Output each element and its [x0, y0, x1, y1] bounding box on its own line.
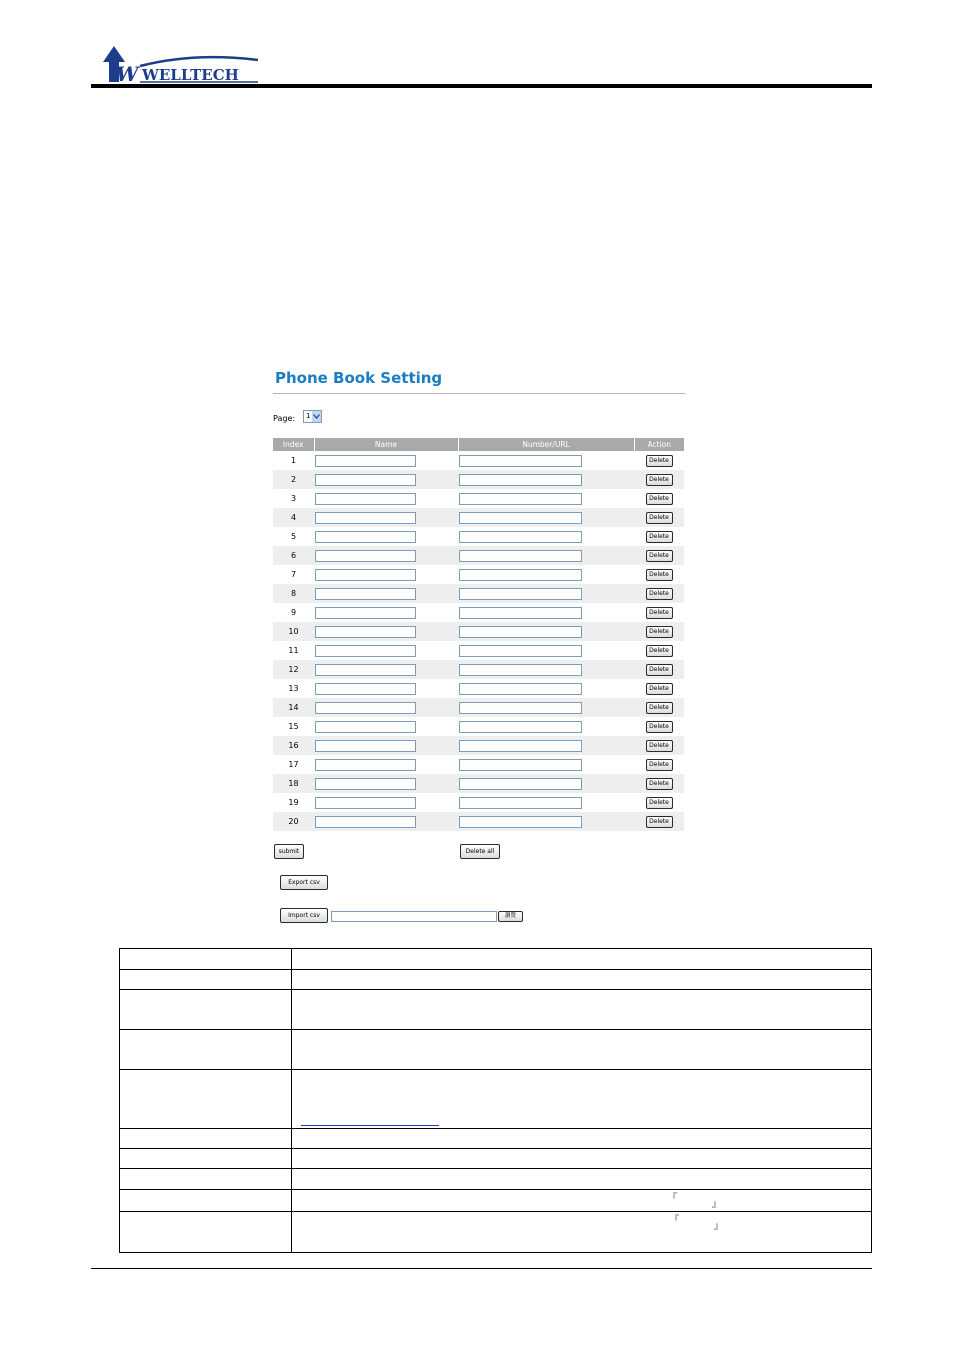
number-url-input[interactable] — [459, 759, 582, 771]
name-input[interactable] — [315, 493, 416, 505]
delete-row-button[interactable]: Delete — [646, 816, 673, 828]
close-bracket: 』 — [712, 1200, 722, 1210]
row-index: 12 — [273, 660, 314, 679]
row-action-cell — [634, 489, 684, 508]
row-name-cell — [314, 679, 458, 698]
number-url-input[interactable] — [459, 702, 582, 714]
table-row — [273, 527, 684, 546]
row-name-cell — [314, 622, 458, 641]
row-action-cell — [634, 584, 684, 603]
number-url-input[interactable] — [459, 740, 582, 752]
row-index: 11 — [288, 646, 299, 655]
name-input[interactable] — [315, 740, 416, 752]
row-action-cell — [634, 736, 684, 755]
number-url-input[interactable] — [459, 588, 582, 600]
row-action-cell — [634, 641, 684, 660]
title-divider — [273, 393, 685, 394]
row-action-cell — [634, 565, 684, 584]
row-number-cell — [458, 508, 634, 527]
delete-row-button[interactable]: Delete — [646, 531, 673, 543]
table-row — [273, 603, 684, 622]
name-input[interactable] — [315, 512, 416, 524]
row-number-cell — [458, 584, 634, 603]
row-number-cell — [458, 451, 634, 470]
row-number-cell — [458, 774, 634, 793]
row-number-cell — [458, 546, 634, 565]
row-name-cell — [314, 698, 458, 717]
number-url-input[interactable] — [459, 816, 582, 828]
row-name-cell — [314, 812, 458, 831]
name-input[interactable] — [315, 721, 416, 733]
open-bracket: 『 — [668, 1193, 678, 1203]
table-row-divider — [119, 1148, 872, 1149]
phone-book-rows — [273, 451, 684, 831]
column-header-number: Number/URL — [458, 438, 634, 451]
name-input[interactable] — [315, 531, 416, 543]
delete-row-button[interactable]: Delete — [646, 512, 673, 524]
name-input[interactable] — [315, 474, 416, 486]
row-action-cell — [634, 622, 684, 641]
row-name-cell — [314, 451, 458, 470]
row-index: 15 — [288, 722, 299, 731]
name-input[interactable] — [315, 569, 416, 581]
row-action-cell — [634, 603, 684, 622]
name-input[interactable] — [315, 816, 416, 828]
number-url-input[interactable] — [459, 512, 582, 524]
table-row — [273, 546, 684, 565]
name-input[interactable] — [315, 797, 416, 809]
number-url-input[interactable] — [459, 721, 582, 733]
row-number-cell — [458, 641, 634, 660]
delete-row-button[interactable]: Delete — [646, 797, 673, 809]
row-index: 5 — [290, 532, 297, 541]
table-row-divider — [119, 1069, 872, 1070]
row-number-cell — [458, 736, 634, 755]
table-header-row — [273, 438, 684, 451]
row-action-cell — [634, 660, 684, 679]
row-action-cell — [634, 508, 684, 527]
table-row-divider — [119, 1029, 872, 1030]
delete-row-button[interactable]: Delete — [646, 759, 673, 771]
row-name-cell — [314, 774, 458, 793]
open-bracket: 『 — [670, 1215, 680, 1225]
name-input[interactable] — [315, 702, 416, 714]
page-title: Phone Book Setting — [275, 369, 443, 387]
row-number-cell — [458, 793, 634, 812]
table-row — [273, 774, 684, 793]
row-number-cell — [458, 527, 634, 546]
row-number-cell — [458, 812, 634, 831]
delete-row-button[interactable]: Delete — [646, 645, 673, 657]
row-action-cell — [634, 451, 684, 470]
table-row — [273, 451, 684, 470]
number-url-input[interactable] — [459, 797, 582, 809]
svg-text:W: W — [116, 62, 139, 84]
browse-button[interactable]: 瀏覽 — [498, 911, 523, 922]
table-row — [273, 660, 684, 679]
row-number-cell — [458, 622, 634, 641]
row-index: 10 — [273, 622, 314, 641]
name-input[interactable] — [315, 588, 416, 600]
name-input[interactable] — [315, 626, 416, 638]
table-row — [273, 812, 684, 831]
row-index: 7 — [290, 570, 297, 579]
number-url-input[interactable] — [459, 645, 582, 657]
row-index: 1 — [290, 456, 297, 465]
table-row — [273, 736, 684, 755]
row-index: 3 — [290, 494, 297, 503]
row-action-cell — [634, 717, 684, 736]
table-row — [273, 565, 684, 584]
number-url-input[interactable] — [459, 626, 582, 638]
row-action-cell — [634, 812, 684, 831]
row-name-cell — [314, 641, 458, 660]
import-csv-button[interactable]: Import csv — [280, 908, 328, 923]
name-input[interactable] — [315, 455, 416, 467]
number-url-input[interactable] — [459, 683, 582, 695]
name-input[interactable] — [315, 759, 416, 771]
csv-file-input[interactable] — [331, 911, 497, 922]
row-name-cell — [314, 755, 458, 774]
row-name-cell — [314, 660, 458, 679]
number-url-input[interactable] — [459, 474, 582, 486]
export-csv-button[interactable]: Export csv — [280, 875, 328, 890]
row-name-cell — [314, 717, 458, 736]
delete-row-button[interactable]: Delete — [646, 607, 673, 619]
delete-row-button[interactable]: Delete — [646, 588, 673, 600]
name-input[interactable] — [315, 607, 416, 619]
delete-row-button[interactable]: Delete — [646, 721, 673, 733]
table-row — [273, 717, 684, 736]
row-action-cell — [634, 470, 684, 489]
footer-rule — [91, 1268, 872, 1269]
table-row — [273, 698, 684, 717]
row-number-cell — [458, 717, 634, 736]
row-number-cell — [458, 660, 634, 679]
delete-row-button[interactable]: Delete — [646, 702, 673, 714]
row-action-cell — [634, 793, 684, 812]
table-row — [273, 508, 684, 527]
table-row — [273, 584, 684, 603]
chevron-down-icon[interactable] — [312, 411, 321, 422]
delete-all-button[interactable]: Delete all — [460, 844, 500, 859]
row-index: 4 — [273, 508, 314, 527]
table-row-divider — [119, 1211, 872, 1212]
row-index: 6 — [273, 546, 314, 565]
page-select[interactable] — [303, 410, 322, 423]
row-index: 20 — [273, 812, 314, 831]
phone-book-table — [273, 438, 684, 831]
table-row — [273, 622, 684, 641]
name-input[interactable] — [315, 550, 416, 562]
page-label: Page: — [273, 414, 296, 423]
row-name-cell — [314, 603, 458, 622]
name-input[interactable] — [315, 683, 416, 695]
delete-row-button[interactable]: Delete — [646, 474, 673, 486]
row-name-cell — [314, 793, 458, 812]
header-rule — [91, 84, 872, 88]
row-index: 14 — [273, 698, 314, 717]
number-url-input[interactable] — [459, 607, 582, 619]
welltech-logo — [100, 44, 260, 84]
row-name-cell — [314, 546, 458, 565]
row-action-cell — [634, 698, 684, 717]
column-header-name: Name — [314, 438, 458, 451]
row-index: 9 — [290, 608, 297, 617]
name-input[interactable] — [315, 645, 416, 657]
description-table-column-divider — [291, 948, 292, 1253]
delete-row-button[interactable]: Delete — [646, 455, 673, 467]
table-row — [273, 755, 684, 774]
row-number-cell — [458, 698, 634, 717]
table-row-divider — [119, 1128, 872, 1129]
row-index: 16 — [273, 736, 314, 755]
table-row-divider — [119, 1189, 872, 1190]
table-row-divider — [119, 989, 872, 990]
delete-row-button[interactable]: Delete — [646, 778, 673, 790]
number-url-input[interactable] — [459, 569, 582, 581]
row-action-cell — [634, 774, 684, 793]
row-name-cell — [314, 565, 458, 584]
row-number-cell — [458, 470, 634, 489]
row-action-cell — [634, 546, 684, 565]
row-number-cell — [458, 565, 634, 584]
logo-text: WELLTECH — [142, 66, 239, 84]
row-index: 18 — [273, 774, 314, 793]
delete-row-button[interactable]: Delete — [646, 550, 673, 562]
number-url-input[interactable] — [459, 531, 582, 543]
row-number-cell — [458, 755, 634, 774]
number-url-input[interactable] — [459, 493, 582, 505]
link-underline — [301, 1125, 439, 1126]
row-index: 17 — [288, 760, 299, 769]
row-number-cell — [458, 603, 634, 622]
column-header-action: Action — [634, 438, 684, 451]
row-index: 8 — [273, 584, 314, 603]
description-table — [119, 948, 872, 1253]
delete-row-button[interactable]: Delete — [646, 664, 673, 676]
row-name-cell — [314, 489, 458, 508]
submit-button[interactable]: submit — [274, 844, 304, 859]
row-name-cell — [314, 584, 458, 603]
table-row — [273, 793, 684, 812]
table-row — [273, 489, 684, 508]
row-action-cell — [634, 527, 684, 546]
delete-row-button[interactable]: Delete — [646, 740, 673, 752]
row-action-cell — [634, 679, 684, 698]
row-number-cell — [458, 489, 634, 508]
table-row — [273, 679, 684, 698]
delete-row-button[interactable]: Delete — [646, 569, 673, 581]
number-url-input[interactable] — [459, 778, 582, 790]
name-input[interactable] — [315, 664, 416, 676]
row-index: 13 — [288, 684, 299, 693]
number-url-input[interactable] — [459, 550, 582, 562]
row-index: 19 — [288, 798, 299, 807]
row-name-cell — [314, 470, 458, 489]
row-number-cell — [458, 679, 634, 698]
delete-row-button[interactable]: Delete — [646, 626, 673, 638]
close-bracket: 』 — [714, 1222, 724, 1232]
delete-row-button[interactable]: Delete — [646, 493, 673, 505]
column-header-index: Index — [273, 438, 314, 451]
table-row — [273, 470, 684, 489]
table-row-divider — [119, 969, 872, 970]
name-input[interactable] — [315, 778, 416, 790]
row-index: 2 — [273, 470, 314, 489]
table-row-divider — [119, 1168, 872, 1169]
row-name-cell — [314, 508, 458, 527]
page-select-value: 1 — [306, 412, 311, 420]
delete-row-button[interactable]: Delete — [646, 683, 673, 695]
number-url-input[interactable] — [459, 455, 582, 467]
row-name-cell — [314, 527, 458, 546]
table-row — [273, 641, 684, 660]
row-name-cell — [314, 736, 458, 755]
row-action-cell — [634, 755, 684, 774]
number-url-input[interactable] — [459, 664, 582, 676]
